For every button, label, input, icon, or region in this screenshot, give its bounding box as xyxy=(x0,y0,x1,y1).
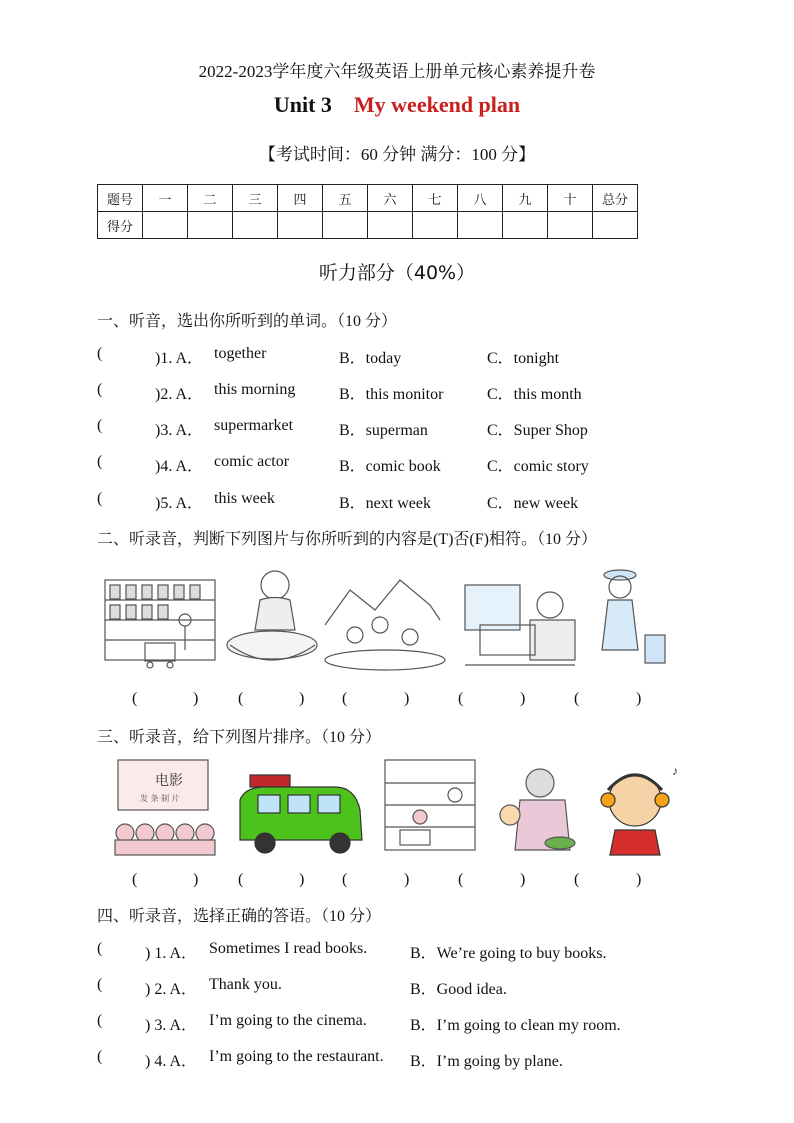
answer-paren-open[interactable]: ( xyxy=(97,1012,103,1029)
question-row xyxy=(97,417,717,439)
svg-text:♪: ♪ xyxy=(672,764,678,778)
answer-paren-open[interactable]: ( xyxy=(97,1048,103,1065)
score-row-label: 得分 xyxy=(98,212,143,239)
score-input-cell[interactable] xyxy=(413,212,458,239)
answer-paren-open[interactable]: ( xyxy=(574,690,580,707)
answer-paren-close: ) xyxy=(404,690,410,707)
answer-paren-open[interactable]: ( xyxy=(97,976,103,993)
option-c: C．comic story xyxy=(487,458,589,475)
answer-paren-open[interactable]: ( xyxy=(342,690,348,707)
score-cell: 十 xyxy=(548,185,593,212)
score-input-cell[interactable] xyxy=(458,212,503,239)
option-b: B．Good idea. xyxy=(410,981,507,998)
answer-paren-close: ) xyxy=(636,871,642,888)
option-b: B．today xyxy=(339,350,402,367)
answer-paren-open[interactable]: ( xyxy=(458,690,464,707)
score-cell: 二 xyxy=(188,185,233,212)
answer-paren-open[interactable]: ( xyxy=(97,940,103,957)
score-input-cell[interactable] xyxy=(323,212,368,239)
car-picture xyxy=(240,775,362,853)
score-input-cell[interactable] xyxy=(548,212,593,239)
question-number: ) 1. A． xyxy=(145,945,198,962)
section2-pictures xyxy=(100,565,680,680)
option-a: comic actor xyxy=(214,453,290,470)
answer-paren-open[interactable]: ( xyxy=(97,345,103,362)
option-b: B．I’m going to clean my room. xyxy=(410,1017,621,1034)
exam-title: 2022-2023学年度六年级英语上册单元核心素养提升卷 xyxy=(198,62,596,81)
option-a: this morning xyxy=(214,381,296,398)
section1-title: 一、听音，选出你所听到的单词。（10 分） xyxy=(97,313,398,330)
option-a: supermarket xyxy=(214,417,294,434)
score-input-cell[interactable] xyxy=(368,212,413,239)
option-b: B．I’m going by plane. xyxy=(410,1053,563,1070)
option-a: this week xyxy=(214,490,275,507)
option-a: I’m going to the restaurant. xyxy=(209,1048,384,1065)
score-cell: 题号 xyxy=(98,185,143,212)
answer-paren-open[interactable]: ( xyxy=(97,417,103,434)
question-row xyxy=(97,976,717,998)
answer-paren-open[interactable]: ( xyxy=(238,871,244,888)
question-number: )1. A． xyxy=(155,350,204,367)
answer-paren-open[interactable]: ( xyxy=(97,381,103,398)
score-cell: 八 xyxy=(458,185,503,212)
answer-paren-close: ) xyxy=(636,690,642,707)
answer-paren-open[interactable]: ( xyxy=(132,871,138,888)
section3-title: 三、听录音，给下列图片排序。（10 分） xyxy=(97,729,382,746)
option-c: C．Super Shop xyxy=(487,422,588,439)
score-input-cell[interactable] xyxy=(503,212,548,239)
score-cell: 七 xyxy=(413,185,458,212)
answer-paren-open[interactable]: ( xyxy=(574,871,580,888)
option-b: B．superman xyxy=(339,422,428,439)
question-number: )4. A． xyxy=(155,458,204,475)
option-c: C．this month xyxy=(487,386,582,403)
score-table-header-row xyxy=(98,185,638,212)
option-a: Thank you. xyxy=(209,976,282,993)
answer-paren-open[interactable]: ( xyxy=(132,690,138,707)
score-input-cell[interactable] xyxy=(233,212,278,239)
section3-pictures xyxy=(100,755,690,860)
score-cell: 六 xyxy=(368,185,413,212)
answer-paren-close: ) xyxy=(193,690,199,707)
answer-paren-close: ) xyxy=(404,871,410,888)
option-a: together xyxy=(214,345,267,362)
unit-heading xyxy=(0,92,794,118)
score-table-score-row xyxy=(98,212,638,239)
supermarket-picture xyxy=(105,580,215,668)
question-number: )5. A． xyxy=(155,495,204,512)
answer-paren-open[interactable]: ( xyxy=(97,490,103,507)
score-cell: 三 xyxy=(233,185,278,212)
score-cell: 五 xyxy=(323,185,368,212)
question-number: ) 3. A． xyxy=(145,1017,198,1034)
answer-paren-close: ) xyxy=(299,690,305,707)
question-row xyxy=(97,1012,717,1034)
option-b: B．next week xyxy=(339,495,431,512)
unit-title: My weekend plan xyxy=(353,92,521,117)
score-cell: 总分 xyxy=(593,185,638,212)
option-b: B．We’re going to buy books. xyxy=(410,945,607,962)
answer-paren-open[interactable]: ( xyxy=(97,453,103,470)
score-cell: 一 xyxy=(143,185,188,212)
question-row xyxy=(97,453,717,475)
score-input-cell[interactable] xyxy=(188,212,233,239)
section4-title: 四、听录音，选择正确的答语。（10 分） xyxy=(97,908,382,925)
answer-paren-close: ) xyxy=(520,690,526,707)
question-number: ) 4. A． xyxy=(145,1053,198,1070)
option-c: C．new week xyxy=(487,495,579,512)
answer-paren-close: ) xyxy=(193,871,199,888)
unit-label: Unit 3 xyxy=(273,92,332,117)
travel-picture xyxy=(602,570,665,663)
option-a: I’m going to the cinema. xyxy=(209,1012,367,1029)
shopping-picture xyxy=(385,760,475,850)
question-row xyxy=(97,1048,717,1070)
score-cell: 四 xyxy=(278,185,323,212)
question-number: ) 2. A． xyxy=(145,981,198,998)
answer-paren-close: ) xyxy=(299,871,305,888)
section3-answers xyxy=(0,871,794,893)
question-row xyxy=(97,381,717,403)
answer-paren-open[interactable]: ( xyxy=(238,690,244,707)
question-number: )2. A． xyxy=(155,386,204,403)
music-picture xyxy=(601,764,678,855)
option-b: B．comic book xyxy=(339,458,441,475)
option-b: B．this monitor xyxy=(339,386,444,403)
question-row xyxy=(97,490,717,512)
question-row xyxy=(97,345,717,367)
option-c: C．tonight xyxy=(487,350,560,367)
cinema-sign-sub: 发 条 制 片 xyxy=(140,794,180,803)
answer-paren-open[interactable]: ( xyxy=(342,871,348,888)
answer-paren-close: ) xyxy=(520,871,526,888)
picnic-picture xyxy=(325,580,445,670)
score-table xyxy=(97,184,638,239)
cinema-sign: 电影 xyxy=(155,773,183,789)
question-number: )3. A． xyxy=(155,422,204,439)
part-title: 听力部分（40%） xyxy=(318,262,476,284)
section2-title: 二、听录音，判断下列图片与你所听到的内容是(T)否(F)相符。（10 分） xyxy=(97,531,597,548)
washing-picture xyxy=(227,571,317,660)
question-row xyxy=(97,940,717,962)
cooking-picture xyxy=(500,769,575,850)
option-a: Sometimes I read books. xyxy=(209,940,368,957)
score-input-cell[interactable] xyxy=(593,212,638,239)
section2-answers xyxy=(0,690,794,712)
tv-picture xyxy=(465,585,575,665)
score-input-cell[interactable] xyxy=(143,212,188,239)
score-cell: 九 xyxy=(503,185,548,212)
exam-info: 【考试时间：60 分钟 满分：100 分】 xyxy=(258,145,536,164)
answer-paren-open[interactable]: ( xyxy=(458,871,464,888)
score-input-cell[interactable] xyxy=(278,212,323,239)
